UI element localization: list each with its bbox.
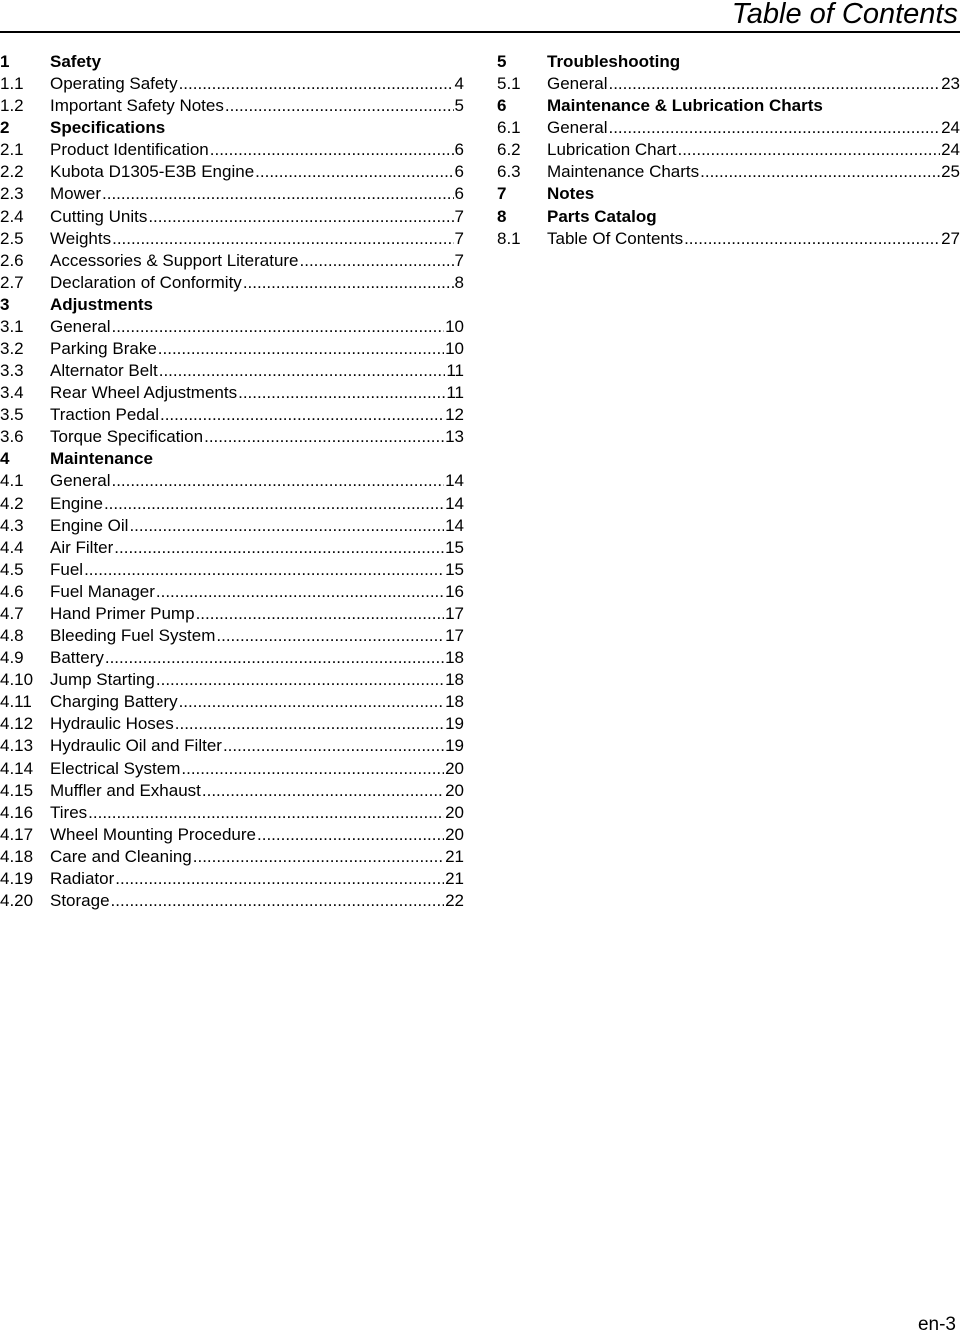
toc-entry-label: Hand Primer Pump	[50, 603, 195, 623]
toc-entry-label: General	[50, 316, 111, 336]
toc-entry[interactable]	[0, 647, 464, 669]
toc-page-number: 10	[445, 316, 464, 336]
toc-entry-label: Mower	[50, 184, 102, 204]
toc-entry-number: 4.11	[0, 692, 32, 712]
toc-entry[interactable]	[0, 537, 464, 559]
toc-dot-leader	[238, 382, 445, 404]
toc-entry[interactable]	[497, 161, 960, 183]
toc-entry-number: 3.3	[0, 361, 24, 381]
toc-dot-leader	[243, 272, 454, 294]
toc-entry-label: Engine Oil	[50, 515, 129, 535]
toc-entry-number: 6	[497, 96, 507, 116]
toc-dot-leader	[225, 95, 454, 117]
toc-page-number: 15	[445, 559, 464, 579]
toc-dot-leader	[129, 515, 444, 537]
toc-column-right	[497, 51, 960, 250]
toc-page-number: 7	[454, 206, 464, 226]
toc-entry[interactable]	[497, 73, 960, 95]
toc-dot-leader	[677, 139, 940, 161]
toc-entry-number: 3.6	[0, 427, 24, 447]
toc-entry-number: 4	[0, 449, 10, 469]
toc-dot-leader	[179, 73, 454, 95]
toc-entry[interactable]	[0, 426, 464, 448]
toc-dot-leader	[181, 758, 444, 780]
toc-page-number: 19	[445, 736, 464, 756]
toc-dot-leader	[148, 206, 453, 228]
toc-page-number: 8	[454, 272, 464, 292]
toc-dot-leader	[216, 625, 444, 647]
toc-entry-label: Wheel Mounting Procedure	[50, 824, 257, 844]
toc-section-heading	[0, 51, 464, 73]
toc-entry-label: Weights	[50, 228, 112, 248]
toc-dot-leader	[105, 647, 444, 669]
toc-page-number: 20	[445, 780, 464, 800]
toc-dot-leader	[700, 161, 940, 183]
toc-page-number: 6	[454, 140, 464, 160]
toc-entry-number: 3.5	[0, 405, 24, 425]
toc-entry-number: 2.7	[0, 272, 24, 292]
toc-page-number: 6	[454, 184, 464, 204]
toc-entry-number: 4.4	[0, 537, 24, 557]
toc-dot-leader	[179, 691, 445, 713]
toc-page-number: 7	[454, 250, 464, 270]
toc-entry[interactable]	[0, 272, 464, 294]
toc-entry-number: 4.14	[0, 758, 34, 778]
toc-entry-number: 1.2	[0, 96, 24, 116]
toc-dot-leader	[300, 250, 454, 272]
toc-entry[interactable]	[0, 382, 464, 404]
toc-page-number: 20	[445, 758, 464, 778]
page-title: Table of Contents	[731, 0, 958, 30]
toc-entry-number: 4.12	[0, 714, 34, 734]
toc-entry-number: 4.8	[0, 626, 24, 646]
page-number: en-3	[917, 1314, 956, 1335]
toc-dot-leader	[210, 139, 454, 161]
toc-entry-number: 4.9	[0, 648, 24, 668]
toc-page-number: 17	[445, 603, 464, 623]
toc-section-heading	[497, 95, 960, 117]
toc-entry-number: 4.3	[0, 515, 24, 535]
toc-entry-number: 3.4	[0, 383, 24, 403]
toc-entry[interactable]	[0, 95, 464, 117]
toc-page-number: 11	[446, 361, 464, 381]
toc-page-number: 5	[454, 96, 464, 116]
toc-section-heading	[497, 183, 960, 205]
toc-entry-label: Battery	[50, 648, 104, 668]
toc-entry[interactable]	[0, 206, 464, 228]
toc-page-number: 11	[446, 383, 464, 403]
toc-entry-number: 4.7	[0, 603, 24, 623]
toc-dot-leader	[114, 537, 444, 559]
toc-entry-label: Parts Catalog	[547, 206, 657, 226]
toc-entry[interactable]	[0, 846, 464, 868]
toc-entry[interactable]	[0, 360, 464, 382]
toc-page-number: 20	[445, 824, 464, 844]
toc-entry-number: 2.1	[0, 140, 24, 160]
toc-page-number: 24	[941, 118, 960, 138]
toc-page-number: 7	[454, 228, 464, 248]
toc-entry-label: Hydraulic Hoses	[50, 714, 174, 734]
toc-dot-leader	[608, 117, 940, 139]
toc-page-number: 15	[445, 537, 464, 557]
toc-page-number: 18	[445, 670, 464, 690]
toc-entry[interactable]	[0, 404, 464, 426]
toc-entry-number: 4.15	[0, 780, 34, 800]
toc-column-left	[0, 51, 464, 912]
toc-dot-leader	[115, 868, 444, 890]
toc-entry-number: 4.20	[0, 890, 34, 910]
toc-entry-label: General	[50, 471, 111, 491]
toc-entry-number: 3	[0, 294, 10, 314]
toc-dot-leader	[156, 669, 444, 691]
toc-page-number: 16	[445, 581, 464, 601]
toc-entry-label: Care and Cleaning	[50, 846, 192, 866]
toc-entry-label: Troubleshooting	[547, 52, 681, 71]
toc-dot-leader	[88, 802, 444, 824]
toc-entry[interactable]	[0, 316, 464, 338]
toc-entry-number: 3.1	[0, 316, 24, 336]
toc-dot-leader	[158, 338, 444, 360]
toc-entry[interactable]	[0, 493, 464, 515]
toc-entry-label: Tires	[50, 802, 88, 822]
toc-entry-label: Storage	[50, 890, 110, 910]
toc-entry-label: Fuel	[50, 559, 84, 579]
toc-entry-label: Torque Specification	[50, 427, 204, 447]
toc-entry[interactable]	[0, 868, 464, 890]
toc-entry[interactable]	[497, 117, 960, 139]
toc-entry-label: Maintenance & Lubrication Charts	[547, 96, 823, 116]
toc-entry-label: Charging Battery	[50, 692, 178, 712]
toc-entry-number: 5	[497, 52, 507, 71]
toc-entry[interactable]	[497, 139, 960, 161]
toc-entry-number: 3.2	[0, 339, 24, 359]
toc-dot-leader	[156, 581, 444, 603]
toc-entry-label: General	[547, 74, 608, 94]
toc-page-number: 4	[454, 74, 464, 94]
toc-entry[interactable]	[0, 581, 464, 603]
toc-dot-leader	[111, 470, 444, 492]
toc-page-number: 10	[445, 339, 464, 359]
toc-entry-label: Important Safety Notes	[50, 96, 224, 116]
toc-entry[interactable]	[0, 515, 464, 537]
toc-entry-label: Rear Wheel Adjustments	[50, 383, 238, 403]
toc-entry[interactable]	[0, 559, 464, 581]
toc-page-number: 18	[445, 648, 464, 668]
toc-entry[interactable]	[0, 603, 464, 625]
toc-page-number: 27	[941, 228, 960, 248]
toc-page-number: 19	[445, 714, 464, 734]
toc-dot-leader	[257, 824, 444, 846]
toc-dot-leader	[608, 73, 940, 95]
toc-dot-leader	[223, 735, 444, 757]
toc-dot-leader	[196, 603, 445, 625]
toc-entry-label: Product Identification	[50, 140, 209, 160]
toc-page-number: 25	[941, 162, 960, 182]
toc-dot-leader	[111, 316, 444, 338]
toc-entry-number: 4.2	[0, 493, 24, 513]
toc-entry-number: 6.1	[497, 118, 521, 138]
toc-entry-number: 4.18	[0, 846, 34, 866]
toc-entry-number: 4.1	[0, 471, 24, 491]
toc-entry[interactable]	[0, 183, 464, 205]
toc-dot-leader	[111, 890, 445, 912]
toc-dot-leader	[204, 426, 444, 448]
header-divider	[0, 31, 960, 33]
toc-page-number: 17	[445, 626, 464, 646]
toc-page-number: 21	[445, 846, 464, 866]
toc-entry-label: Adjustments	[50, 294, 153, 314]
toc-entry-number: 2.4	[0, 206, 24, 226]
toc-entry-number: 4.16	[0, 802, 34, 822]
toc-entry-label: Kubota D1305-E3B Engine	[50, 162, 255, 182]
toc-entry-label: Fuel Manager	[50, 581, 155, 601]
toc-dot-leader	[112, 228, 453, 250]
toc-entry-label: Declaration of Conformity	[50, 272, 242, 292]
toc-entry-label: Specifications	[50, 118, 166, 138]
toc-entry-number: 8	[497, 206, 507, 226]
toc-entry[interactable]	[0, 780, 464, 802]
toc-entry-number: 7	[497, 184, 507, 204]
toc-entry-label: Maintenance Charts	[547, 162, 700, 182]
toc-entry-number: 2.2	[0, 162, 24, 182]
toc-entry-number: 2	[0, 118, 10, 138]
toc-dot-leader	[84, 559, 444, 581]
toc-entry-label: Parking Brake	[50, 339, 157, 359]
toc-dot-leader	[255, 161, 453, 183]
toc-page-number: 18	[445, 692, 464, 712]
toc-entry[interactable]	[0, 669, 464, 691]
toc-entry-label: Table Of Contents	[547, 228, 684, 248]
toc-entry-number: 1	[0, 52, 10, 71]
toc-entry-label: Safety	[50, 52, 102, 71]
toc-page-number: 6	[454, 162, 464, 182]
toc-entry-number: 1.1	[0, 74, 24, 94]
toc-entry-label: Alternator Belt	[50, 361, 158, 381]
toc-entry[interactable]	[0, 139, 464, 161]
toc-entry-label: Traction Pedal	[50, 405, 159, 425]
toc-page-number: 23	[941, 74, 960, 94]
toc-entry-number: 2.3	[0, 184, 24, 204]
toc-entry[interactable]	[0, 758, 464, 780]
toc-entry-label: Engine	[50, 493, 103, 513]
toc-entry-number: 4.13	[0, 736, 34, 756]
toc-entry[interactable]	[0, 824, 464, 846]
toc-dot-leader	[684, 228, 940, 250]
toc-entry[interactable]	[0, 691, 464, 713]
toc-entry-number: 5.1	[497, 74, 521, 94]
toc-entry-label: Muffler and Exhaust	[50, 780, 201, 800]
toc-entry[interactable]	[0, 250, 464, 272]
toc-entry-label: Maintenance	[50, 449, 153, 469]
toc-dot-leader	[202, 780, 444, 802]
toc-entry-label: Cutting Units	[50, 206, 148, 226]
toc-entry-number: 4.10	[0, 670, 34, 690]
toc-dot-leader	[193, 846, 444, 868]
toc-section-heading	[497, 206, 960, 228]
toc-entry-label: Electrical System	[50, 758, 181, 778]
toc-entry-number: 8.1	[497, 228, 521, 248]
toc-entry-number: 4.6	[0, 581, 24, 601]
toc-page-number: 20	[445, 802, 464, 822]
toc-page-number: 14	[445, 493, 464, 513]
toc-page-number: 14	[445, 515, 464, 535]
toc-dot-leader	[104, 493, 444, 515]
toc-entry-number: 4.17	[0, 824, 34, 844]
toc-entry[interactable]	[0, 338, 464, 360]
toc-entry[interactable]	[0, 73, 464, 95]
toc-entry[interactable]	[0, 890, 464, 912]
toc-entry[interactable]	[0, 625, 464, 647]
toc-dot-leader	[160, 404, 444, 426]
toc-section-heading	[0, 117, 464, 139]
toc-entry[interactable]	[0, 713, 464, 735]
toc-entry-number: 4.19	[0, 868, 34, 888]
toc-entry-number: 2.6	[0, 250, 24, 270]
toc-entry-label: Radiator	[50, 868, 115, 888]
toc-entry-label: Notes	[547, 184, 595, 204]
toc-entry-label: Jump Starting	[50, 670, 155, 690]
toc-entry-label: General	[547, 118, 608, 138]
toc-entry[interactable]	[0, 161, 464, 183]
toc-dot-leader	[159, 360, 446, 382]
toc-section-heading	[497, 51, 960, 73]
toc-entry-number: 6.2	[497, 140, 521, 160]
toc-page-number: 21	[445, 868, 464, 888]
toc-page-number: 14	[445, 471, 464, 491]
toc-entry-label: Accessories & Support Literature	[50, 250, 299, 270]
toc-page-number: 12	[445, 405, 464, 425]
toc-entry-number: 2.5	[0, 228, 24, 248]
toc-page-number: 13	[445, 427, 464, 447]
toc-entry[interactable]	[0, 735, 464, 757]
toc-entry[interactable]	[0, 228, 464, 250]
toc-dot-leader	[102, 183, 454, 205]
toc-entry[interactable]	[0, 470, 464, 492]
toc-entry-label: Lubrication Chart	[547, 140, 677, 160]
toc-entry-number: 4.5	[0, 559, 24, 579]
toc-entry[interactable]	[497, 228, 960, 250]
toc-entry-label: Air Filter	[50, 537, 114, 557]
toc-entry-label: Hydraulic Oil and Filter	[50, 736, 222, 756]
toc-entry-number: 6.3	[497, 162, 521, 182]
toc-entry-label: Bleeding Fuel System	[50, 626, 216, 646]
toc-entry[interactable]	[0, 802, 464, 824]
toc-page-number: 22	[445, 890, 464, 910]
toc-section-heading	[0, 448, 464, 470]
toc-entry-label: Operating Safety	[50, 74, 178, 94]
toc-page-number: 24	[941, 140, 960, 160]
toc-dot-leader	[175, 713, 444, 735]
toc-section-heading	[0, 294, 464, 316]
